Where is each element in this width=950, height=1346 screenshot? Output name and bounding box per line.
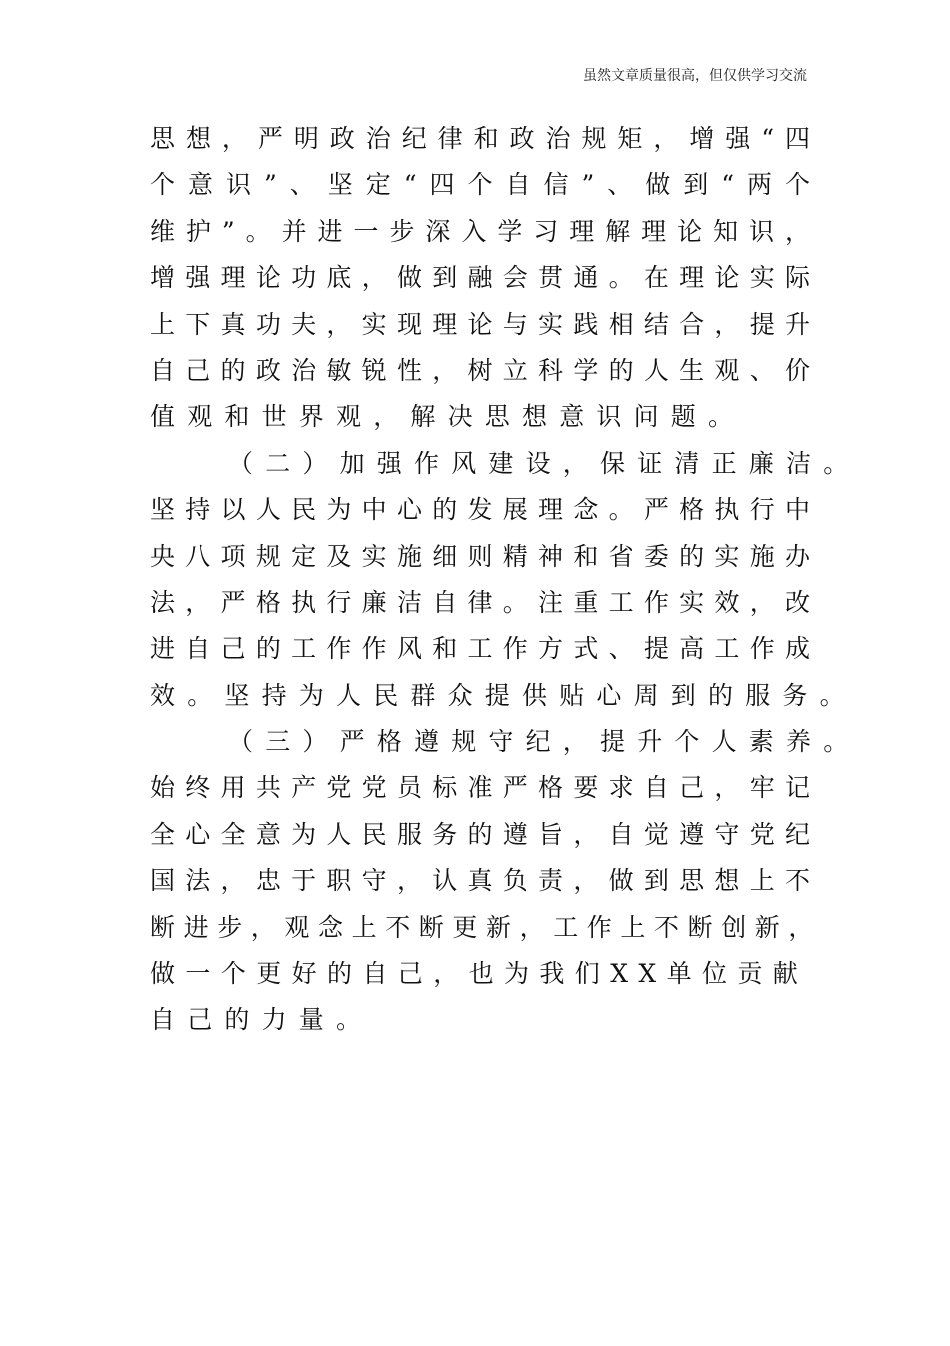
- section-heading: （三）严格遵规守纪，提升个人素养。: [228, 727, 861, 757]
- body-line: 个意识”、坚定“四个自信”、做到“两个: [150, 170, 810, 200]
- body-line: 维护”。并进一步深入学习理解理论知识，: [150, 216, 810, 246]
- body-line: 自己的力量。: [150, 1005, 374, 1035]
- body-line: 始终用共产党党员标准严格要求自己，牢记: [150, 773, 810, 803]
- body-line: 断进步，观念上不断更新，工作上不断创新，: [150, 912, 823, 942]
- page-header-note: 虽然文章质量很高，但仅供学习交流: [583, 68, 807, 84]
- body-line: 值观和世界观，解决思想意识问题。: [150, 402, 746, 432]
- body-line: 法，严格执行廉洁自律。注重工作实效，改: [150, 587, 810, 617]
- body-line: 增强理论功底，做到融会贯通。在理论实际: [150, 263, 810, 293]
- body-line: 国法，忠于职守，认真负责，做到思想上不: [150, 866, 810, 896]
- body-line: 效。坚持为人民群众提供贴心周到的服务。: [150, 680, 857, 710]
- body-line: 自己的政治敏锐性，树立科学的人生观、价: [150, 355, 810, 385]
- body-line: 上下真功夫，实现理论与实践相结合，提升: [150, 309, 810, 339]
- body-line: 全心全意为人民服务的遵旨，自觉遵守党纪: [150, 819, 810, 849]
- body-line: 做一个更好的自己，也为我们XX单位贡献: [150, 959, 809, 989]
- body-line: 思想，严明政治纪律和政治规矩，增强“四: [150, 124, 810, 153]
- body-line: 坚持以人民为中心的发展理念。严格执行中: [150, 495, 810, 525]
- section-heading: （二）加强作风建设，保证清正廉洁。: [228, 448, 861, 478]
- document-body: [150, 116, 861, 1044]
- body-line: 央八项规定及实施细则精神和省委的实施办: [150, 541, 810, 571]
- body-line: 进自己的工作作风和工作方式、提高工作成: [150, 634, 810, 664]
